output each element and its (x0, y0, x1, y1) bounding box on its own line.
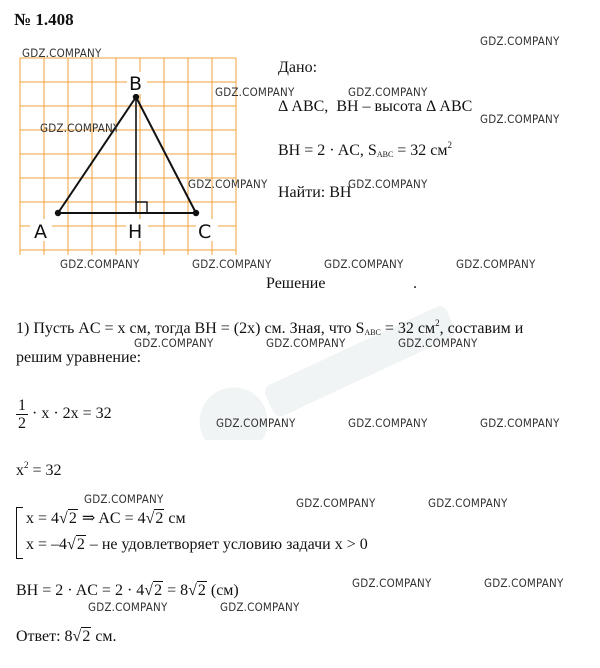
bh-calculation: BH = 2 · AC = 2 · 4√2 = 8√2 (см) (16, 582, 239, 599)
sqrt-sign: √2 (188, 582, 206, 599)
heading-dot: . (413, 275, 417, 292)
case-bracket (16, 507, 23, 559)
step-1-line-2: решим уравнение: (16, 349, 142, 366)
sqrt-sign: √2 (72, 628, 91, 645)
step-1-line-1: 1) Пусть AC = x см, тогда BH = (2x) см. Зная, что $S_{ABC} = 32$ $см^2$, составим и (16, 318, 524, 337)
watermark-text: GDZ.COMPANY (84, 492, 164, 506)
given-line-2: BH = 2 · AC, $S_{ABC} = 32$ $см^2$ (278, 140, 453, 159)
equation-2: $x^2 = 32$ (16, 460, 62, 479)
watermark-text: GDZ.COMPANY (134, 336, 214, 350)
watermark-text: GDZ.COMPANY (296, 496, 376, 510)
watermark-text: GDZ.COMPANY (324, 257, 404, 271)
equation-1: $\frac{1}{2}$ · x · 2x = 32 (18, 397, 112, 432)
watermark-text: GDZ.COMPANY (348, 85, 428, 99)
watermark-text: GDZ.COMPANY (480, 112, 560, 126)
label-h: H (128, 221, 143, 243)
answer-line: Ответ: 8√2 см. (16, 628, 117, 645)
label-c: C (198, 221, 212, 243)
watermark-text: GDZ.COMPANY (398, 336, 478, 350)
sqrt-sign: √2 (67, 536, 85, 553)
watermark-text: GDZ.COMPANY (88, 600, 168, 614)
triangle-figure (12, 52, 248, 257)
right-angle-mark (136, 202, 147, 213)
watermark-text: GDZ.COMPANY (348, 177, 428, 191)
watermark-text: GDZ.COMPANY (480, 416, 560, 430)
watermark-text: GDZ.COMPANY (192, 257, 272, 271)
watermark-text: GDZ.COMPANY (60, 257, 140, 271)
label-b: B (129, 73, 143, 95)
watermark-text: GDZ.COMPANY (480, 34, 560, 48)
label-a: A (34, 221, 47, 243)
watermark-text: GDZ.COMPANY (215, 85, 295, 99)
side-ab (58, 97, 136, 213)
task-number: № 1.408 (14, 10, 74, 29)
sqrt-sign: √2 (59, 510, 77, 527)
case-2: x = –4√2 – не удовлетворяет условию задачи x > 0 (26, 536, 368, 553)
watermark-text: GDZ.COMPANY (348, 416, 428, 430)
watermark-text: GDZ.COMPANY (484, 576, 564, 590)
watermark-text: GDZ.COMPANY (428, 496, 508, 510)
case-1: x = 4√2 ⇒ AC = 4√2 см (26, 510, 186, 527)
solution-heading: Решение (266, 275, 326, 292)
sqrt-sign: √2 (145, 510, 164, 527)
fraction-one-half: $\frac{1}{2}$ (18, 397, 26, 432)
find-line: Найти: BH (278, 184, 352, 201)
watermark-text: GDZ.COMPANY (216, 416, 296, 430)
watermark-text: GDZ.COMPANY (220, 600, 300, 614)
sqrt-sign: √2 (144, 582, 163, 599)
given-heading: Дано: (278, 59, 318, 76)
vertex-c (193, 210, 199, 216)
watermark-text: GDZ.COMPANY (352, 576, 432, 590)
given-line-1: Δ ABC, BH – высота Δ ABC (278, 98, 473, 115)
watermark-text: GDZ.COMPANY (266, 336, 346, 350)
watermark-text: GDZ.COMPANY (456, 257, 536, 271)
watermark-text: GDZ.COMPANY (188, 177, 268, 191)
watermark-text: GDZ.COMPANY (40, 121, 120, 135)
watermark-text: GDZ.COMPANY (22, 46, 102, 60)
side-bc (136, 97, 196, 213)
vertex-a (55, 210, 61, 216)
